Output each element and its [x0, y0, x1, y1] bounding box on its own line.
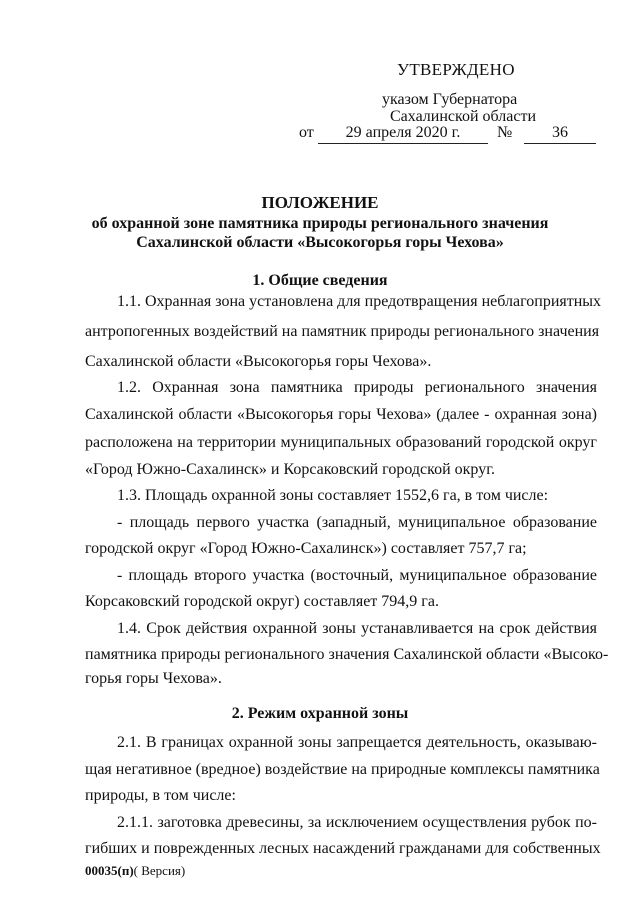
paragraph-line: городской округ «Город Южно-Сахалинск») составляет 757,7 га; [85, 540, 527, 557]
paragraph-line: 1.1. Охранная зона установлена для предотвращения неблагоприятных [117, 293, 602, 310]
paragraph-line: природы, в том числе: [85, 787, 236, 804]
document-version: ( Версия) [133, 863, 186, 878]
decree-issuer-line1: указом Губернатора [382, 91, 518, 108]
paragraph-line: горья горы Чехова». [85, 670, 222, 687]
paragraph-line: расположена на территории муниципальных образований городской округ [85, 434, 597, 451]
document-title: ПОЛОЖЕНИЕ [261, 193, 379, 212]
paragraph-line: 2.1.1. заготовка древесины, за исключением осуществления рубок по- [117, 814, 597, 831]
paragraph-line: Корсаковский городской округ) составляет 794,9 га. [85, 593, 439, 610]
paragraph-line: - площадь первого участка (западный, муниципальное образование [117, 514, 597, 531]
paragraph-line: - площадь второго участка (восточный, муниципальное образование [117, 567, 597, 584]
document-subtitle-line1: об охранной зоне памятника природы регионального значения [91, 215, 549, 232]
paragraph-line: памятника природы регионального значения Сахалинской области «Высоко- [85, 646, 609, 663]
paragraph-line: 1.3. Площадь охранной зоны составляет 1552,6 га, в том числе: [117, 487, 549, 504]
paragraph-line: «Город Южно-Сахалинск» и Корсаковский городской округ. [85, 461, 495, 478]
document-code: 00035(п) [85, 863, 134, 878]
document-subtitle-line2: Сахалинской области «Высокогорья горы Чехова» [136, 234, 504, 251]
number-label: № [497, 124, 513, 141]
paragraph-line: щая негативное (вредное) воздействие на природные комплексы памятника [85, 761, 600, 778]
document-footer [85, 863, 185, 879]
decree-issuer-line2: Сахалинской области [390, 108, 537, 125]
paragraph-line: 2.1. В границах охранной зоны запрещается деятельность, оказываю- [117, 734, 597, 751]
paragraph-line: 1.2. Охранная зона памятника природы регионального значения [117, 379, 597, 396]
paragraph-line: антропогенных воздействий на памятник природы регионального значения [85, 323, 600, 340]
paragraph-line: Сахалинской области «Высокогорья горы Чехова». [85, 353, 432, 370]
approved-stamp: УТВЕРЖДЕНО [397, 60, 515, 79]
section-heading-general: 1. Общие сведения [252, 272, 388, 289]
paragraph-line: Сахалинской области «Высокогорья горы Чехова» (далее - охранная зона) [85, 406, 597, 423]
decree-number: 36 [524, 124, 596, 144]
section-heading-regime: 2. Режим охранной зоны [231, 705, 409, 722]
decree-date: 29 апреля 2020 г. [318, 124, 488, 144]
paragraph-line: гибших и поврежденных лесных насаждений гражданами для собственных [85, 840, 601, 857]
date-label: от [299, 124, 314, 141]
paragraph-line: 1.4. Срок действия охранной зоны устанавливается на срок действия [117, 620, 597, 637]
